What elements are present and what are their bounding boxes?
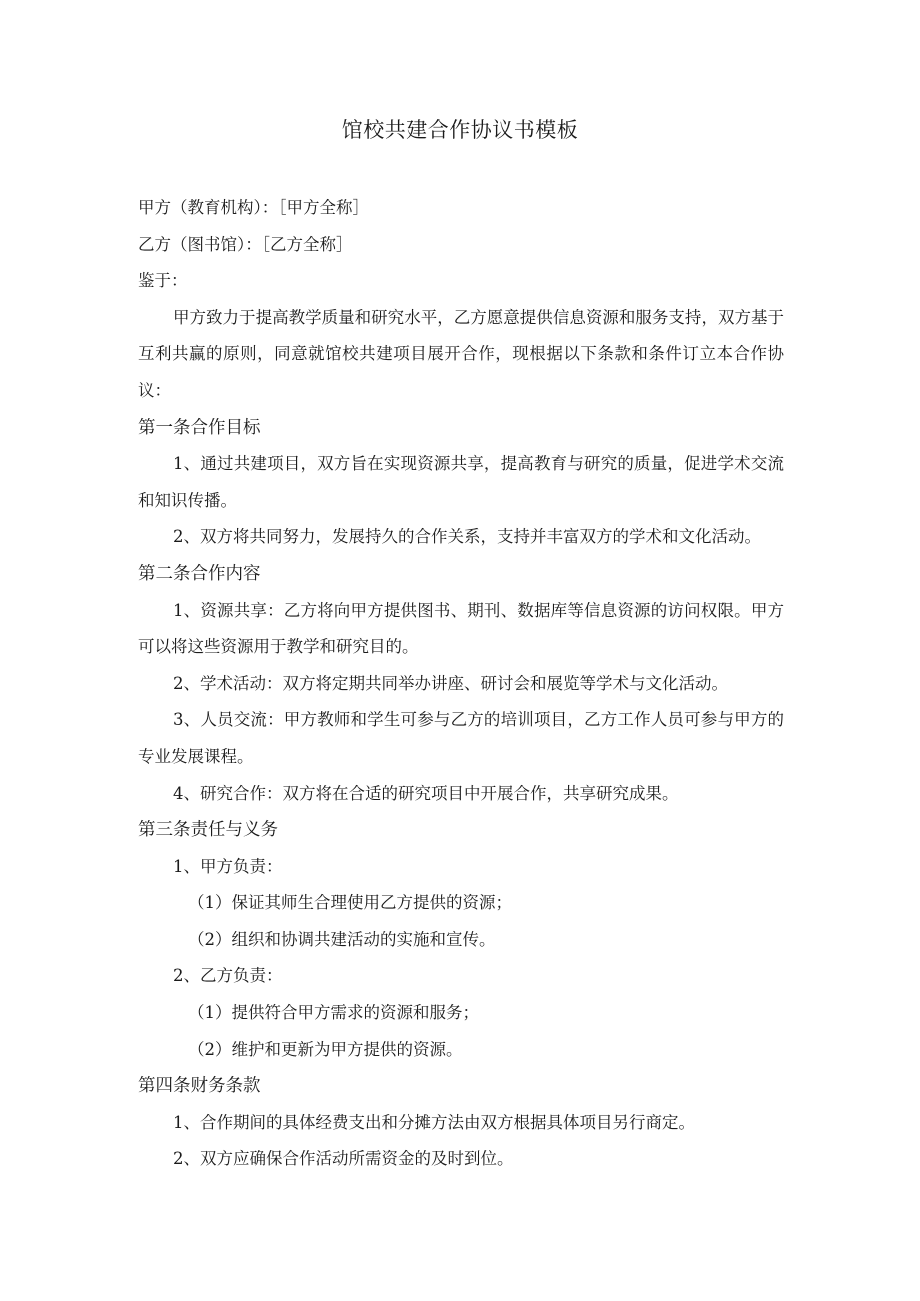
party-b-line: 乙方（图书馆）：［乙方全称］: [138, 234, 353, 254]
party-a-duty-item: （2）组织和协调共建活动的实施和宣传。: [188, 929, 496, 949]
article-4-heading: 第四条财务条款: [138, 1076, 261, 1097]
party-b-duties-label: 2、乙方负责：: [173, 966, 283, 986]
party-b-duty-item: （2）维护和更新为甲方提供的资源。: [188, 1039, 463, 1059]
article-4-item: 1、合作期间的具体经费支出和分摊方法由双方根据具体项目另行商定。: [173, 1112, 695, 1132]
party-a-line: 甲方（教育机构）：［甲方全称］: [138, 198, 369, 217]
preamble-paragraph: 甲方致力于提高教学质量和研究水平，乙方愿意提供信息资源和服务支持，双方基于互利共赢的原则，同意就馆校共建项目展开合作，现根据以下条款和条件订立本合作协议：: [138, 307, 784, 400]
document-title: 馆校共建合作协议书模板: [341, 118, 579, 142]
article-1-item: 2、双方将共同努力，发展持久的合作关系，支持并丰富双方的学术和文化活动。: [173, 527, 761, 547]
article-2-item: 3、人员交流：甲方教师和学生可参与乙方的培训项目，乙方工作人员可参与甲方的专业发展课程。: [138, 710, 784, 766]
article-1-heading: 第一条合作目标: [138, 417, 261, 438]
article-2-item: 1、资源共享：乙方将向甲方提供图书、期刊、数据库等信息资源的访问权限。甲方可以将这些资源用于教学和研究目的。: [138, 600, 784, 657]
article-2-heading: 第二条合作内容: [138, 563, 261, 584]
party-a-duties-label: 1、甲方负责：: [173, 856, 283, 876]
article-2-item: 2、学术活动：双方将定期共同举办讲座、研讨会和展览等学术与文化活动。: [173, 673, 728, 693]
article-4-item: 2、双方应确保合作活动所需资金的及时到位。: [173, 1149, 514, 1169]
document-body: [138, 190, 784, 1178]
party-b-duty-item: （1）提供符合甲方需求的资源和服务；: [188, 1003, 479, 1023]
party-a-duty-item: （1）保证其师生合理使用乙方提供的资源；: [188, 893, 512, 913]
article-2-item: 4、研究合作：双方将在合适的研究项目中开展合作，共享研究成果。: [173, 783, 679, 803]
article-3-heading: 第三条责任与义务: [138, 820, 278, 841]
article-1-item: 1、通过共建项目，双方旨在实现资源共享，提高教育与研究的质量，促进学术交流和知识传播。: [138, 454, 784, 510]
whereas-label: 鉴于：: [138, 271, 188, 291]
